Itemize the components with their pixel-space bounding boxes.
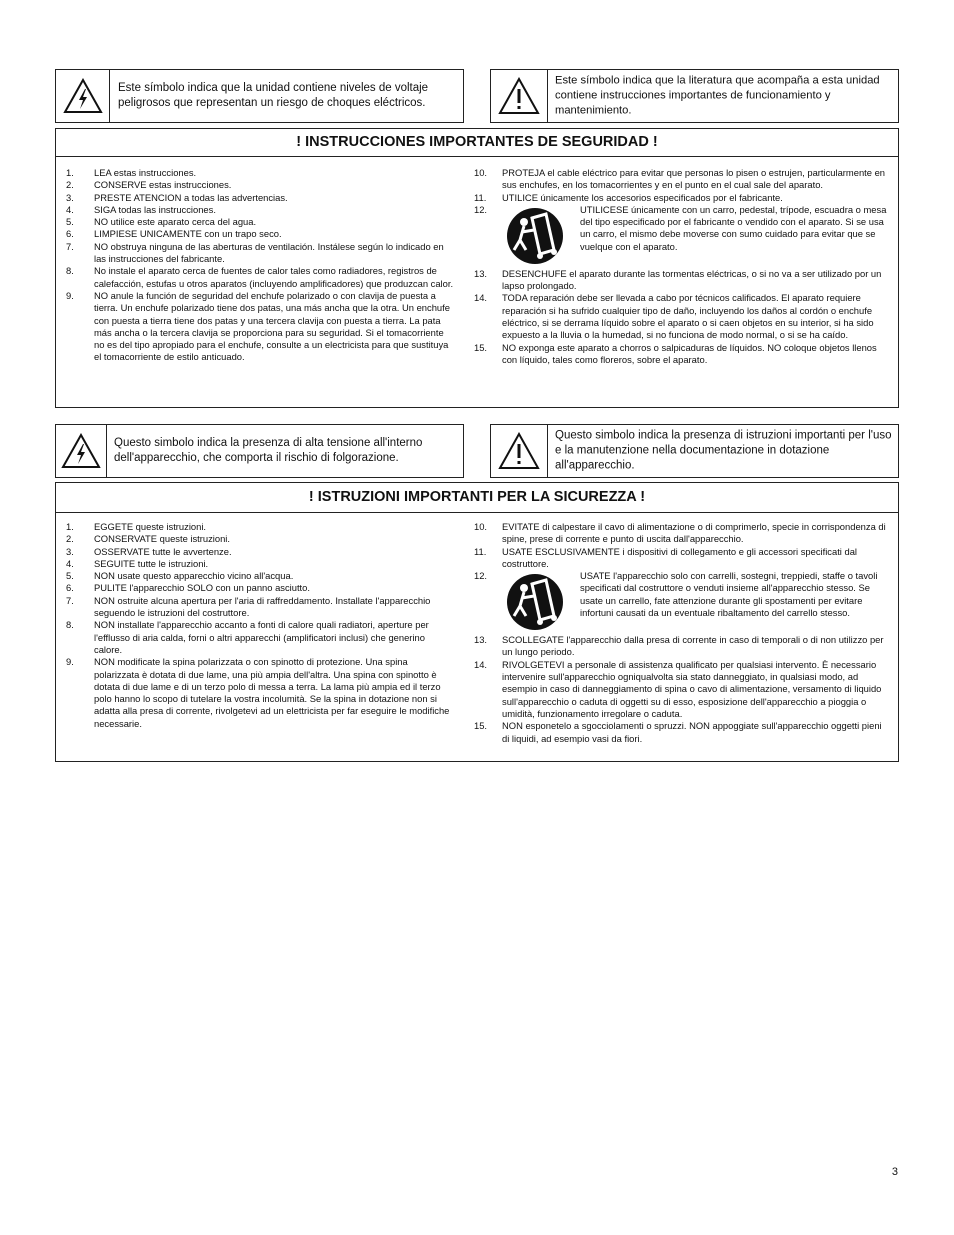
list-item: 1. LEA estas instrucciones. xyxy=(66,167,197,178)
es-right-column xyxy=(474,167,888,366)
list-item: 6. PULITE l'apparecchio SOLO con un panno asciutto. xyxy=(66,582,310,594)
list-item: 13. DESENCHUFE el aparato durante las tormentas eléctricas, o si no va a ser utilizado por un lapso prolongado. xyxy=(474,267,882,292)
list-item: 3. OSSERVATE tutte le avvertenze. xyxy=(66,545,232,557)
list-item: 8. NON installate l'apparecchio accanto a fonti di calore quali radiatori, aperture per l'efflusso di aria calda, forni o altri apparecchi (amplificatori inclusi) che generino calore. xyxy=(66,619,429,655)
list-item: 10. PROTEJA el cable eléctrico para evitar que personas lo pisen o estrujen, particularmente en sus enchufes, en los tomacorrientes y en el punto en el cual sale del aparato. xyxy=(474,167,886,191)
list-item: 8. No instale el aparato cerca de fuentes de calor tales como radiadores, registros de calefacción, estufas u otros aparatos (incluyendo amplificadores) que produzcan calor. xyxy=(66,265,454,289)
it-documentation-warning-box xyxy=(490,424,899,478)
page-number: 3 xyxy=(891,1166,898,1178)
list-item: 12. USATE l'apparecchio solo con carrelli, sostegni, treppiedi, staffe o tavoli specificati dal costruttore o venduti insieme all'apparecchio stesso. Se usate un carrello, fate attenzione durante gli spostamenti per evitare infortuni causati da un eventuale ribaltamento del carrello stesso. xyxy=(474,570,888,634)
es-safety-instructions-section xyxy=(55,128,899,408)
cart-tipover-icon xyxy=(502,206,568,266)
exclamation-triangle-icon xyxy=(498,77,540,115)
list-item: 15. NO exponga este aparato a chorros o salpicaduras de líquidos. NO coloque objetos llenos con líquido, tales como floreros, sobre el aparato. xyxy=(474,341,877,365)
it-left-column xyxy=(66,521,454,730)
exclamation-triangle-icon xyxy=(498,432,540,470)
list-item: 2. CONSERVE estas instrucciones. xyxy=(66,179,232,191)
list-item: 7. NO obstruya ninguna de las aberturas de ventilación. Instálese según lo indicado en las instrucciones del fabricante. xyxy=(66,240,444,265)
list-item: 7. NON ostruite alcuna apertura per l'aria di raffreddamento. Installate l'apparecchio seguendo le istruzioni del costruttore. xyxy=(66,594,431,619)
list-item: 14. TODA reparación debe ser llevada a cabo por técnicos calificados. El aparato requiere reparación si ha sufrido cualquier tipo de daño, incluyendo los daños al cordón o enchufe eléctrico, si se derrama líquido sobre el aparato o si caen objetos en su interior, si ha sido expuesto a la lluvia o la humedad, si no funciona de modo normal, o si se ha caído. xyxy=(474,292,874,341)
list-item: 2. CONSERVATE queste istruzioni. xyxy=(66,533,230,545)
list-item: 6. LIMPIESE UNICAMENTE con un trapo seco. xyxy=(66,228,282,240)
lightning-bolt-icon xyxy=(61,433,101,469)
es-left-column xyxy=(66,167,454,364)
list-item: 13. SCOLLEGATE l'apparecchio dalla presa di corrente in caso di temporali o di non utilizzo per un lungo periodo. xyxy=(474,634,884,658)
es-voltage-warning-text: Este símbolo indica que la unidad contiene niveles de voltaje peligrosos que representan un riesgo de choques eléctricos. xyxy=(118,82,429,109)
it-voltage-warning-text: Questo simbolo indica la presenza di alta tensione all'interno dell'apparecchio, che comporta il rischio di folgorazione. xyxy=(114,437,423,464)
list-item: 3. PRESTE ATENCION a todas las advertencias. xyxy=(66,191,288,203)
list-item: 4. SIGA todas las instrucciones. xyxy=(66,203,216,215)
list-item: 11. USATE ESCLUSIVAMENTE i dispositivi di collegamento e gli accessori specificati dal costruttore. xyxy=(474,545,857,569)
it-voltage-warning-box xyxy=(55,424,464,478)
list-item: 9. NO anule la función de seguridad del enchufe polarizado o con clavija de puesta a tierra. Un enchufe polarizado tiene dos patas, una más ancha que la otra. Un enchufe con puesta a tierra tiene dos patas y una tercera clavija con puesta a tierra. La pata más ancha o la tercera clavija se proporciona para su seguridad. Si el tomacorriente no es del tipo apropiado para el enchufe, consulte a un electricista para que sustituya el tomacorriente de estilo anticuado. xyxy=(66,289,450,363)
list-item: 4. SEGUITE tutte le istruzioni. xyxy=(66,557,209,569)
list-item: 5. NO utilice este aparato cerca del agua. xyxy=(66,216,257,228)
es-section-heading: ! INSTRUCCIONES IMPORTANTES DE SEGURIDAD ! xyxy=(56,129,898,157)
list-item: 1. EGGETE queste istruzioni. xyxy=(66,521,207,532)
list-item: 14. RIVOLGETEVI a personale di assistenza qualificato per qualsiasi intervento. È necessario intervenire sull'apparecchio ogniqualvolta sia stato danneggiato, in qualsiasi modo, ad esempio in caso di danneggiamento di spina o cavo di alimentazione, versamento di liquido sull'apparecchio o caduta di oggetti su di esso, esposizione dell'apparecchio a pioggia o umidità, funzionamento irregolare o caduta. xyxy=(474,658,882,719)
es-literature-warning-text: Este símbolo indica que la literatura que acompaña a esta unidad contiene instrucciones importantes de funcionamiento y mantenimiento. xyxy=(555,74,880,117)
it-section-heading: ! ISTRUZIONI IMPORTANTI PER LA SICUREZZA ! xyxy=(56,483,898,513)
list-item: 9. NON modificate la spina polarizzata o con spinotto di protezione. Una spina polarizzata è dotata di due lame, una più ampia dell'altra. Una spina con spinotto è dotata di due lame e di un terzo polo di messa a terra. La lama più ampia ed il terzo polo hanno lo scopo di tutelare la vostra incolumità. Se la spina in dotazione non si adatta alla presa di corrente, rivolgetevi ad un elettricista per far eseguire le modifiche necessarie. xyxy=(66,656,450,729)
it-safety-instructions-section xyxy=(55,482,899,762)
lightning-bolt-icon xyxy=(63,78,103,114)
list-item: 11. UTILICE únicamente los accesorios especificados por el fabricante. xyxy=(474,191,783,203)
es-literature-warning-box xyxy=(490,69,899,123)
it-right-column xyxy=(474,521,888,745)
list-item: 12. UTILICESE únicamente con un carro, pedestal, trípode, escuadra o mesa del tipo especificado por el fabricante o vendido con el aparato. Si se usa un carro, el mismo debe moverse con sumo cuidado para evitar que se vuelque con el aparato. xyxy=(474,204,888,268)
es-voltage-warning-box xyxy=(55,69,464,123)
it-documentation-warning-text: Questo simbolo indica la presenza di istruzioni importanti per l'uso e la manutenzione nella documentazione in dotazione all'apparecchio. xyxy=(555,429,892,472)
list-item: 10. EVITATE di calpestare il cavo di alimentazione o di comprimerlo, specie in corrispondenza di spine, prese di corrente e punto di uscita dall'apparecchio. xyxy=(474,521,886,545)
list-item: 5. NON usate questo apparecchio vicino all'acqua. xyxy=(66,570,294,582)
cart-tipover-icon xyxy=(502,572,568,632)
list-item: 15. NON esponetelo a sgocciolamenti o spruzzi. NON appoggiate sull'apparecchio oggetti pieni di liquidi, ad esempio vasi da fiori. xyxy=(474,720,882,744)
